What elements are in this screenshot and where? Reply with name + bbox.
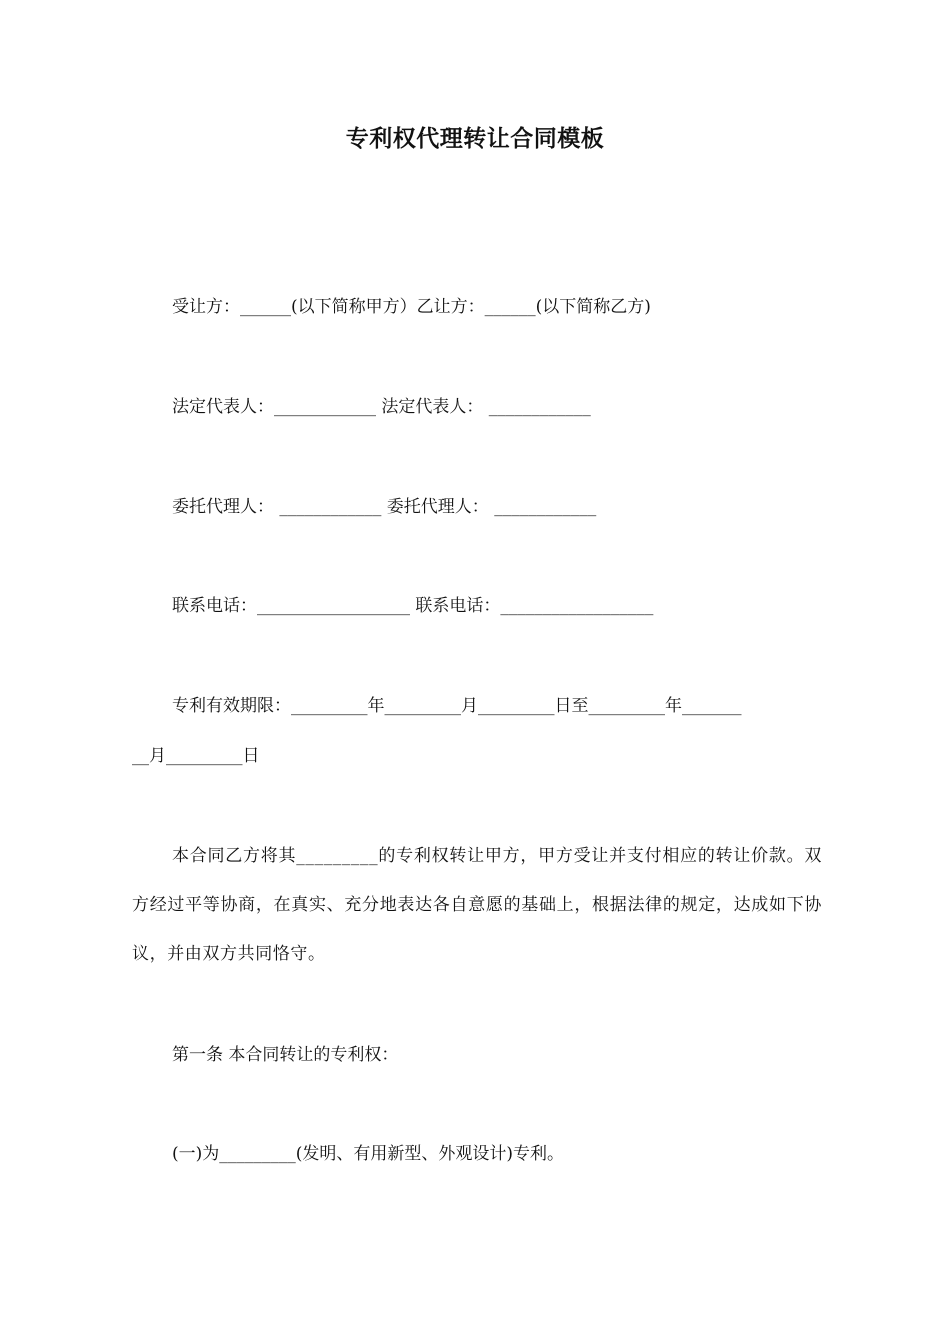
legal-representative-line: 法定代表人：____________ 法定代表人： ____________ [172, 397, 591, 417]
clause-1-heading: 第一条 本合同转让的专利权： [172, 1045, 399, 1065]
document-title: 专利权代理转让合同模板 [345, 126, 605, 152]
contact-phone-line: 联系电话：__________________ 联系电话：__________________ [172, 596, 654, 616]
patent-validity-line-continued: __月_________日 [132, 746, 260, 766]
patent-validity-line: 专利有效期限：_________年_________月_________日至_________年_______ [172, 696, 742, 716]
parties-line: 受让方：______(以下简称甲方）乙让方：______(以下简称乙方) [172, 297, 651, 317]
intro-paragraph: 本合同乙方将其_________的专利权转让甲方，甲方受让并支付相应的转让价款。双方经过平等协商，在真实、充分地表达各自意愿的基础上，根据法律的规定，达成如下协议，并由双方共同恪守。 [132, 846, 822, 964]
authorized-agent-line: 委托代理人： ____________ 委托代理人： ____________ [172, 497, 597, 517]
clause-1-item-1: (一)为_________(发明、有用新型、外观设计)专利。 [172, 1144, 565, 1164]
